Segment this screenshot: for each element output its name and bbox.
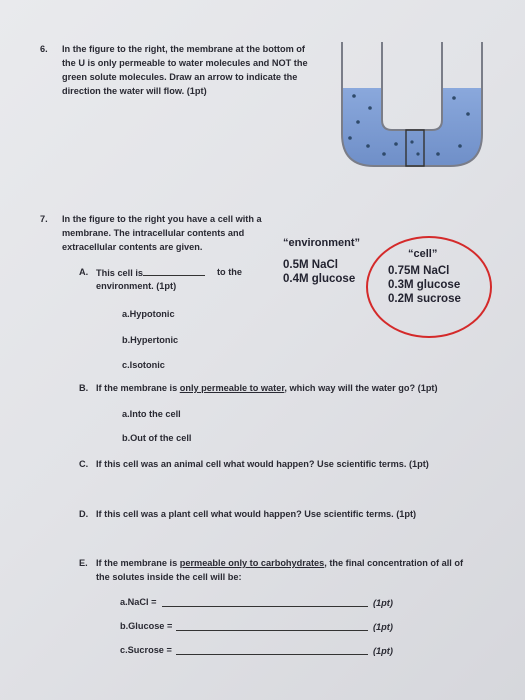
part-b-text (96, 382, 438, 394)
part-d-text: If this cell was a plant cell what would happen? Use scientific terms. (1pt) (96, 509, 417, 519)
environment-item: 0.5M NaCl (283, 259, 338, 271)
environment-item: 0.4M glucose (283, 273, 356, 285)
part-e-letter: E. (79, 558, 88, 568)
answer-nacl-line[interactable] (162, 606, 368, 607)
q6-number: 6. (40, 44, 48, 54)
solute-molecule (466, 112, 470, 116)
cell-title: “cell” (408, 248, 438, 260)
solute-molecule (436, 152, 440, 156)
answer-sucrose-points: (1pt) (373, 646, 393, 656)
q6-line-4: direction the water will flow. (1pt) (62, 86, 207, 96)
part-b-pre: If the membrane is (96, 383, 180, 393)
answer-nacl-label: a.NaCl = (120, 597, 157, 607)
part-a-text-after: to the (217, 267, 243, 277)
q7-number: 7. (40, 214, 48, 224)
solute-molecule (382, 152, 386, 156)
q7-line-1: In the figure to the right you have a cell with a (62, 214, 262, 224)
answer-glucose-line[interactable] (176, 630, 368, 631)
part-a-letter: A. (79, 267, 89, 277)
answer-sucrose-line[interactable] (176, 654, 368, 655)
part-b-option[interactable]: b.Out of the cell (122, 433, 192, 443)
cell-item: 0.3M glucose (388, 279, 461, 291)
solute-molecule (452, 96, 456, 100)
solute-molecule (394, 142, 398, 146)
u-tube-water (342, 88, 482, 166)
part-d-letter: D. (79, 509, 89, 519)
solute-molecule (352, 94, 356, 98)
q6-line-1: In the figure to the right, the membrane at the bottom of (62, 44, 305, 54)
environment-title: “environment” (283, 237, 361, 249)
u-tube-diagram (336, 38, 488, 170)
cell-item: 0.2M sucrose (388, 293, 461, 305)
solute-molecule (366, 144, 370, 148)
part-b-underlined: only permeable to water (179, 383, 285, 393)
q6-line-3: green solute molecules. Draw an arrow to indicate the (62, 72, 298, 82)
part-b-post: , which way will the water go? (1pt) (284, 383, 438, 393)
solute-molecule (348, 136, 352, 140)
part-e-line-2: the solutes inside the cell will be: (96, 572, 242, 582)
part-c-letter: C. (79, 459, 89, 469)
part-b-option[interactable]: a.Into the cell (122, 409, 181, 419)
part-a-blank[interactable] (143, 266, 205, 276)
part-e-text (96, 557, 463, 569)
solute-molecule (416, 152, 419, 155)
part-e-pre: If the membrane is (96, 558, 180, 568)
solute-molecule (356, 120, 360, 124)
cell-item: 0.75M NaCl (388, 265, 450, 277)
part-a-option[interactable]: c.Isotonic (122, 360, 165, 370)
part-a-option[interactable]: a.Hypotonic (122, 309, 175, 319)
q7-line-2: membrane. The intracellular contents and (62, 228, 245, 238)
solute-molecule (458, 144, 462, 148)
q6-line-2: the U is only permeable to water molecules and NOT the (62, 58, 308, 68)
solute-molecule (410, 140, 413, 143)
part-c-text: If this cell was an animal cell what would happen? Use scientific terms. (1pt) (96, 459, 429, 469)
part-a-option[interactable]: b.Hypertonic (122, 335, 179, 345)
part-b-letter: B. (79, 383, 89, 393)
solute-molecule (368, 106, 372, 110)
part-e-post: , the final concentration of all of (324, 558, 464, 568)
part-a-line-2: environment. (1pt) (96, 281, 177, 291)
part-e-underlined: permeable only to carbohydrates (179, 558, 325, 568)
answer-sucrose-label: c.Sucrose = (120, 645, 172, 655)
part-a-text-before: This cell is (96, 268, 143, 278)
answer-nacl-points: (1pt) (373, 598, 393, 608)
part-a-text (96, 266, 205, 279)
q7-line-3: extracellular contents are given. (62, 242, 203, 252)
answer-glucose-label: b.Glucose = (120, 621, 173, 631)
answer-glucose-points: (1pt) (373, 622, 393, 632)
